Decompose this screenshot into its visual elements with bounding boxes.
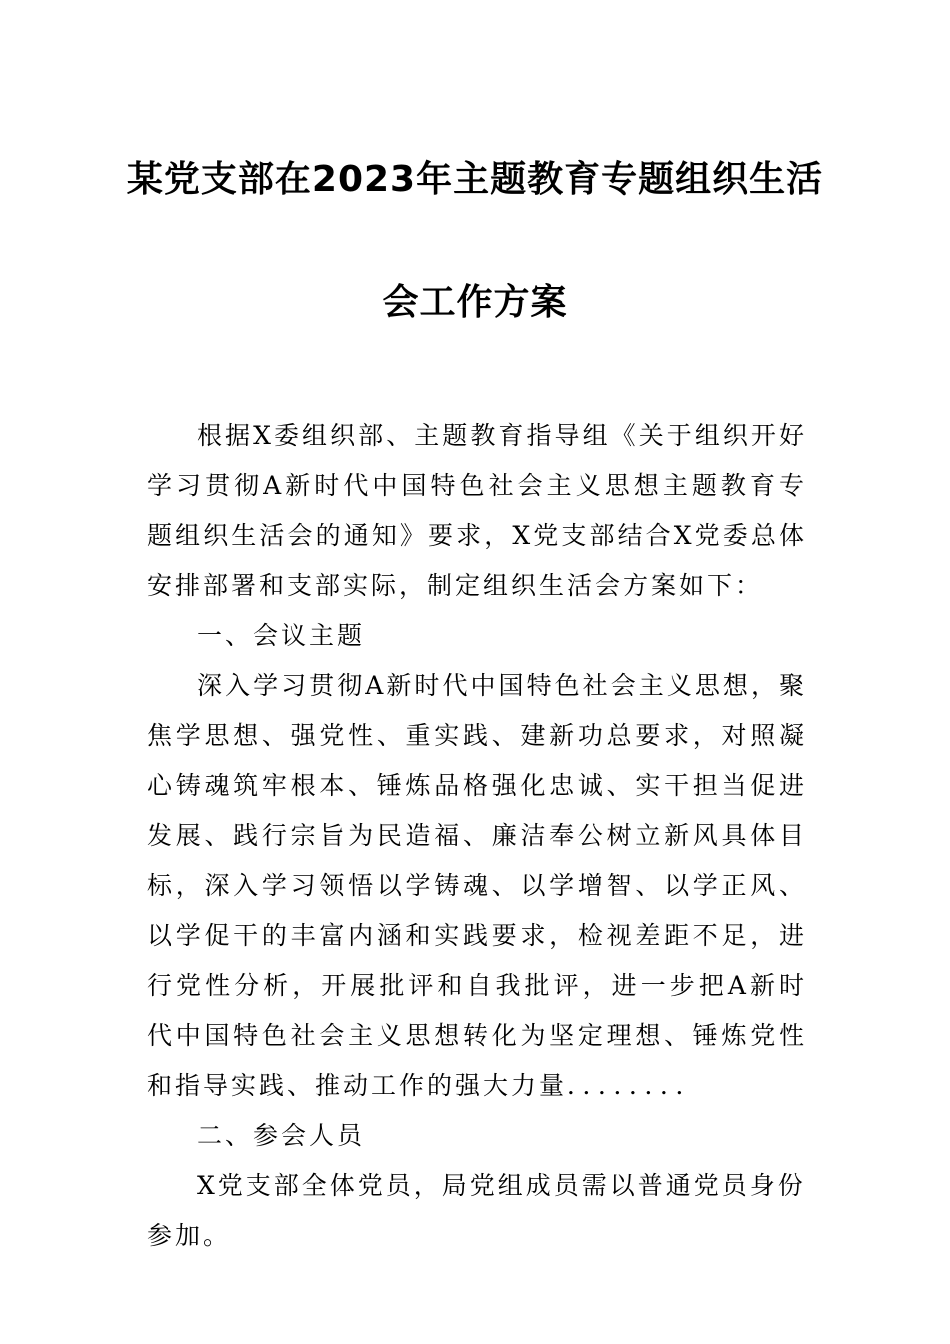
section-2-heading: 二、参会人员 <box>197 1121 366 1150</box>
section-1-paragraph: 深入学习贯彻A新时代中国特色社会主义思想，聚焦学思想、强党性、重实践、建新功总要求，对照凝心铸魂筑牢根本、锤炼品格强化忠诚、实干担当促进发展、践行宗旨为民造福、廉洁奉公树立新风具体目标，深入学习领悟以学铸魂、以学增智、以学正风、以学促干的丰富内涵和实践要求，检视差距不足，进行党性分析，开展批评和自我批评，进一步把A新时代中国特色社会主义思想转化为坚定理想、锤炼党性和指导实践、推动工作的强大力量．．．．．．．． <box>147 671 807 1100</box>
document-body <box>147 411 807 1261</box>
section-1-heading: 一、会议主题 <box>197 621 366 650</box>
section-2-paragraph: X党支部全体党员，局党组成员需以普通党员身份参加。 <box>147 1171 806 1250</box>
intro-paragraph: 根据X委组织部、主题教育指导组《关于组织开好学习贯彻A新时代中国特色社会主义思想主题教育专题组织生活会的通知》要求，X党支部结合X党委总体安排部署和支部实际，制定组织生活会方案如下： <box>147 421 807 600</box>
document-title-line-1: 某党支部在2023年主题教育专题组织生活 <box>126 159 824 200</box>
document-title-line-2: 会工作方案 <box>382 282 568 323</box>
